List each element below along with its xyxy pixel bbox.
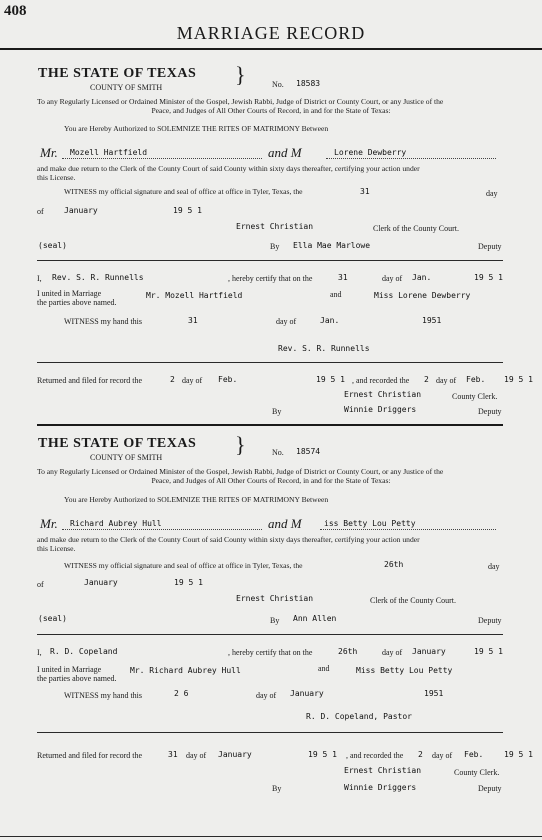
record-1-ret-dayof: day of [182, 376, 203, 385]
record-2-rec-day: 2 [418, 750, 423, 759]
record-1-no-label: No. [272, 80, 284, 89]
record-2-recorded: , and recorded the [346, 751, 404, 760]
record-2-clerk: Ernest Christian [236, 594, 314, 603]
record-2-ret-day: 31 [168, 750, 178, 759]
record-2-w2-month: January [290, 689, 324, 698]
record-2-county-clerk-label: County Clerk. [454, 768, 500, 777]
record-2-by-label: By [270, 616, 280, 625]
record-1-ret-month: Feb. [218, 375, 238, 384]
record-1-deputy: Ella Mae Marlowe [293, 241, 371, 250]
record-1-authorized: You are Hereby Authorized to SOLEMNIZE THE RITES OF MATRIMONY Between [64, 124, 329, 133]
record-2-rec-deputy-label: Deputy [478, 784, 502, 793]
record-2-cert-dayof: day of [382, 648, 403, 657]
record-2-license-number: 18574 [296, 447, 321, 456]
record-1-day: 31 [360, 187, 370, 196]
record-2-officiant-signature: R. D. Copeland, Pastor [306, 712, 412, 721]
record-2-officiant: R. D. Copeland [50, 647, 118, 656]
record-1-mr-label: Mr. [40, 145, 58, 160]
record-1-officiant-signature: Rev. S. R. Runnells [278, 344, 370, 353]
record-2-return-1: and make due return to the Clerk of the County Court of said County within sixty days thereafter, certifying your action under [37, 535, 420, 544]
record-2-groom: Richard Aubrey Hull [70, 519, 162, 528]
page-title: MARRIAGE RECORD [176, 23, 366, 43]
record-1-cert-text: , hereby certify that on the [228, 274, 313, 283]
record-1-bride: Lorene Dewberry [334, 148, 407, 157]
record-2-intro-2: Peace, and Judges of All Other Courts of Record, in and for the State of Texas: [151, 476, 391, 485]
page-bottom-edge [0, 836, 542, 837]
record-2-cert-text: , hereby certify that on the [228, 648, 313, 657]
record-1-rec-deputy: Winnie Driggers [344, 405, 417, 414]
record-2-united-groom: Mr. Richard Aubrey Hull [130, 666, 241, 675]
record-2-of-label: of [37, 580, 44, 589]
record-1-deputy-label: Deputy [478, 242, 502, 251]
record-1-rec-dayof: day of [436, 376, 457, 385]
record-2-cert-i: I, [37, 648, 42, 657]
record-1-cert-i: I, [37, 274, 42, 283]
record-1-and-label: and M [268, 145, 302, 160]
record-2-year: 19 5 1 [174, 578, 203, 587]
record-2-bride: iss Betty Lou Petty [324, 519, 416, 528]
record-1-united-bride: Miss Lorene Dewberry [374, 291, 471, 300]
record-2-united-bride: Miss Betty Lou Petty [356, 666, 453, 675]
record-2-rec-deputy: Winnie Driggers [344, 783, 417, 792]
record-2-and-label: and M [268, 516, 302, 531]
record-1-cert-month: Jan. [412, 273, 432, 282]
record-1-cert-year: 19 5 1 [474, 273, 503, 282]
record-1-officiant: Rev. S. R. Runnells [52, 273, 144, 282]
record-2-w2-year: 1951 [424, 689, 444, 698]
record-2-county: COUNTY OF SMITH [90, 453, 163, 462]
record-2-month: January [84, 578, 118, 587]
record-1-of-label: of [37, 207, 44, 216]
record-1-intro: To any Regularly Licensed or Ordained Minister of the Gospel, Jewish Rabbi, Judge of District or County Court, or any Justice of the [37, 97, 444, 106]
header-rule [0, 48, 542, 50]
record-1-rec-by: By [272, 407, 282, 416]
record-1-witness-1: WITNESS my official signature and seal of office at office in Tyler, Texas, the [64, 187, 303, 196]
record-1-day-label: day [486, 189, 498, 198]
record-1-state-heading: THE STATE OF TEXAS [38, 66, 197, 81]
record-1-ret-day: 2 [170, 375, 175, 384]
record-2-cert-month: January [412, 647, 446, 656]
record-1-united-and: and [330, 290, 342, 299]
record-1-ret-year: 19 5 1 [316, 375, 345, 384]
record-2-rec-month: Feb. [464, 750, 484, 759]
record-2-ret-month: January [218, 750, 252, 759]
record-2-mr-label: Mr. [40, 516, 58, 531]
record-1-return-1: and make due return to the Clerk of the County Court of said County within sixty days thereafter, certifying your action under [37, 164, 420, 173]
record-2-authorized: You are Hereby Authorized to SOLEMNIZE THE RITES OF MATRIMONY Between [64, 495, 329, 504]
record-2-intro: To any Regularly Licensed or Ordained Minister of the Gospel, Jewish Rabbi, Judge of District or County Court, or any Justice of the [37, 467, 444, 476]
record-1-bride-line [326, 158, 496, 159]
record-1-united-groom: Mr. Mozell Hartfield [146, 291, 243, 300]
record-2-deputy: Ann Allen [293, 614, 337, 623]
record-1-year: 19 5 1 [173, 206, 202, 215]
record-2-county-clerk: Ernest Christian [344, 766, 422, 775]
record-1-cert-dayof: day of [382, 274, 403, 283]
record-2-brace: } [235, 432, 246, 457]
record-1-rec-year: 19 5 1 [504, 375, 533, 384]
record-1-cert-divider [37, 362, 503, 363]
record-1-recorded: , and recorded the [352, 376, 410, 385]
record-2-witness-2: WITNESS my hand this [64, 691, 142, 700]
record-1-witness-2: WITNESS my hand this [64, 317, 142, 326]
record-1-united-2: the parties above named. [37, 298, 117, 307]
record-2-license-divider [37, 634, 503, 635]
record-2-united-2: the parties above named. [37, 674, 117, 683]
record-1-w2-month: Jan. [320, 316, 340, 325]
record-2-rec-year: 19 5 1 [504, 750, 533, 759]
record-2-state-heading: THE STATE OF TEXAS [38, 436, 197, 451]
record-1-license-divider [37, 260, 503, 261]
record-1-month: January [64, 206, 98, 215]
record-2-day-label: day [488, 562, 500, 571]
record-1-county-clerk-label: County Clerk. [452, 392, 498, 401]
record-2-cert-year: 19 5 1 [474, 647, 503, 656]
record-1-license-number: 18583 [296, 79, 321, 88]
record-1-rec-deputy-label: Deputy [478, 407, 502, 416]
record-1-brace: } [235, 62, 246, 87]
record-1-rec-month: Feb. [466, 375, 486, 384]
record-2-cert-divider [37, 732, 503, 733]
record-2-deputy-label: Deputy [478, 616, 502, 625]
record-2-united-and: and [318, 664, 330, 673]
record-1-clerk: Ernest Christian [236, 222, 314, 231]
record-1-county-clerk: Ernest Christian [344, 390, 422, 399]
record-1-returned: Returned and filed for record the [37, 376, 143, 385]
record-2-clerk-label: Clerk of the County Court. [370, 596, 456, 605]
record-2-ret-year: 19 5 1 [308, 750, 337, 759]
record-1-groom: Mozell Hartfield [70, 148, 148, 157]
record-1-cert-day: 31 [338, 273, 348, 282]
record-1-return-2: this License. [37, 173, 76, 182]
record-1-w2-dayof: day of [276, 317, 297, 326]
record-2-cert-day: 26th [338, 647, 358, 656]
record-1-intro-2: Peace, and Judges of All Other Courts of Record, in and for the State of Texas: [151, 106, 391, 115]
record-1-rec-day: 2 [424, 375, 429, 384]
record-2-united-1: I united in Marriage [37, 665, 102, 674]
record-2-rec-by: By [272, 784, 282, 793]
record-2-seal: (seal) [38, 614, 67, 623]
record-2-witness-1: WITNESS my official signature and seal of office at office in Tyler, Texas, the [64, 561, 303, 570]
record-1-groom-line [62, 158, 262, 159]
record-1-seal: (seal) [38, 241, 67, 250]
record-2-return-2: this License. [37, 544, 76, 553]
record-2-w2-day: 2 6 [174, 689, 189, 698]
record-2-w2-dayof: day of [256, 691, 277, 700]
record-1-clerk-label: Clerk of the County Court. [373, 224, 459, 233]
record-2-day: 26th [384, 560, 404, 569]
record-1-united-1: I united in Marriage [37, 289, 102, 298]
record-1-by-label: By [270, 242, 280, 251]
record-1-w2-year: 1951 [422, 316, 442, 325]
record-1-w2-day: 31 [188, 316, 198, 325]
record-1-county: COUNTY OF SMITH [90, 83, 163, 92]
record-2-rec-dayof: day of [432, 751, 453, 760]
record-2-ret-dayof: day of [186, 751, 207, 760]
record-2-no-label: No. [272, 448, 284, 457]
page-number: 408 [4, 3, 27, 19]
record-separator [37, 424, 503, 426]
record-2-returned: Returned and filed for record the [37, 751, 143, 760]
record-2-bride-line [320, 529, 496, 530]
record-2-groom-line [62, 529, 262, 530]
